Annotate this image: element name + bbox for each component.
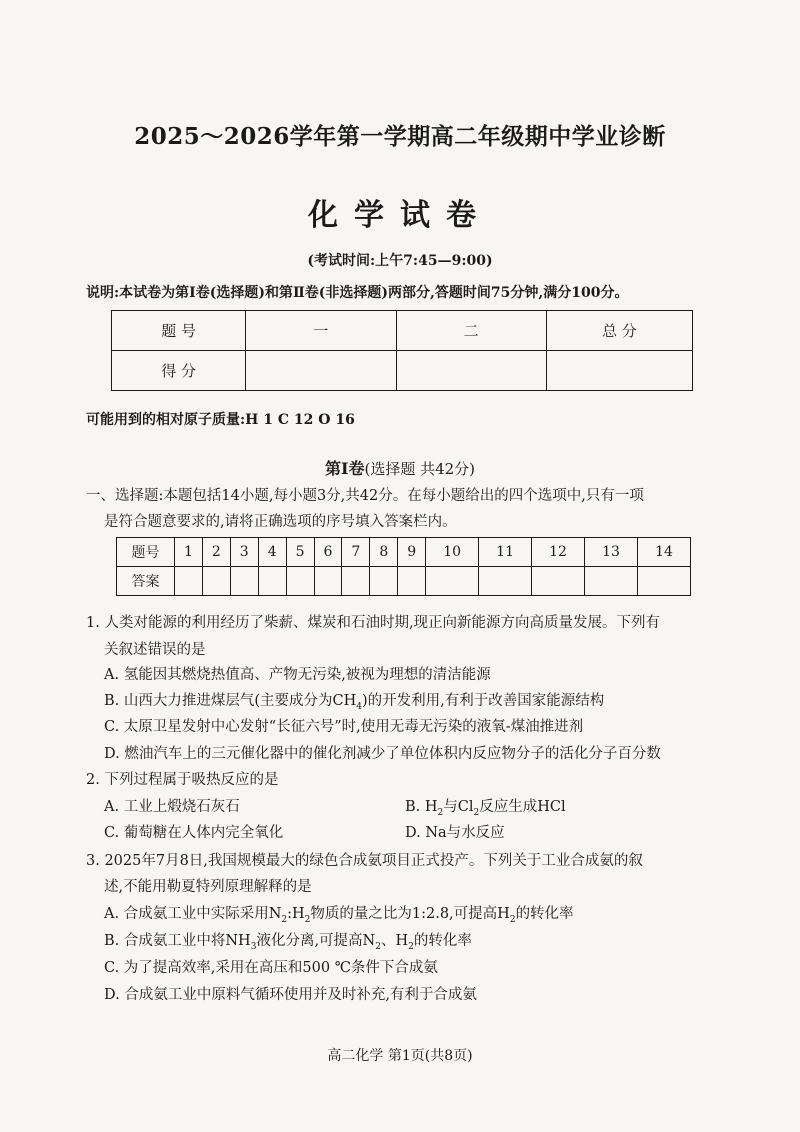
answer-cell-9[interactable]: [398, 567, 426, 596]
answer-cell-10[interactable]: [426, 567, 479, 596]
answer-number-8: 8: [370, 538, 398, 567]
q3-stem-line1: 3. 2025年7月8日,我国规模最大的绿色合成氨项目正式投产。下列关于工业合成氨的叙: [86, 853, 643, 869]
q3-option-a: A. 合成氨工业中实际采用$N_2:H_2$物质的量之比为1:2.8,可提高$H_2$的转化率: [104, 906, 574, 925]
answer-cell-5[interactable]: [286, 567, 314, 596]
section-title-rest: (选择题 共42分): [364, 460, 476, 478]
q3-stem-line2: 述,不能用勒夏特列原理解释的是: [104, 879, 312, 895]
q1-option-b: B. 山西大力推进煤层气(主要成分为$CH_4$)的开发利用,有利于改善国家能源结构: [104, 693, 605, 712]
q1-option-c: C. 太原卫星发射中心发射“长征六号”时,使用无毒无污染的液氧-煤油推进剂: [104, 719, 584, 735]
q3-option-d: D. 合成氨工业中原料气循环使用并及时补充,有利于合成氨: [104, 987, 477, 1003]
subject-title: 化学试卷: [308, 198, 492, 233]
q2-option-c: C. 葡萄糖在人体内完全氧化: [104, 825, 284, 841]
q1-option-d: D. 燃油汽车上的三元催化器中的催化剂减少了单位体积内反应物分子的活化分子百分数: [104, 746, 661, 762]
section-title-bold: 第Ⅰ卷: [324, 459, 365, 478]
q3-option-b: B. 合成氨工业中将$NH_3$液化分离,可提高$N_2$、$H_2$的转化率: [104, 933, 472, 952]
answer-number-6: 6: [314, 538, 342, 567]
score-header-label: 题 号: [112, 311, 246, 351]
q2-option-a: A. 工业上煅烧石灰石: [104, 799, 240, 815]
answer-cell-6[interactable]: [314, 567, 342, 596]
answer-number-1: 1: [175, 538, 203, 567]
score-cell-part2[interactable]: [396, 351, 546, 391]
score-header-part2: 二: [396, 311, 546, 351]
answer-number-2: 2: [202, 538, 230, 567]
answer-table: [116, 537, 691, 596]
q2-option-d: D. Na与水反应: [405, 825, 505, 841]
q3-option-c: C. 为了提高效率,采用在高压和500 ℃条件下合成氨: [104, 960, 438, 976]
answer-number-5: 5: [286, 538, 314, 567]
answer-cell-4[interactable]: [258, 567, 286, 596]
answer-row-label-answer: 答案: [117, 567, 175, 596]
q2-stem: 2. 下列过程属于吸热反应的是: [86, 772, 279, 788]
atomic-mass-note: 可能用到的相对原子质量:H 1 C 12 O 16: [86, 412, 355, 428]
section-instruction-line1: 一、选择题:本题包括14小题,每小题3分,共42分。在每小题给出的四个选项中,只有一项: [86, 488, 644, 504]
answer-cell-1[interactable]: [175, 567, 203, 596]
answer-number-11: 11: [479, 538, 532, 567]
answer-cell-3[interactable]: [230, 567, 258, 596]
answer-number-12: 12: [532, 538, 585, 567]
page-footer: 高二化学 第1页(共8页): [327, 1048, 473, 1064]
answer-number-7: 7: [342, 538, 370, 567]
score-header-total: 总 分: [546, 311, 692, 351]
answer-cell-2[interactable]: [202, 567, 230, 596]
q1-stem-line2: 关叙述错误的是: [104, 642, 206, 658]
score-cell-part1[interactable]: [246, 351, 396, 391]
q2-option-b: B. $H_2$与$Cl_2$反应生成HCl: [405, 799, 566, 818]
answer-cell-11[interactable]: [479, 567, 532, 596]
answer-number-3: 3: [230, 538, 258, 567]
section-instruction-line2: 是符合题意要求的,请将正确选项的序号填入答案栏内。: [104, 514, 457, 530]
score-table: [111, 310, 693, 391]
score-row-label: 得 分: [112, 351, 246, 391]
answer-number-10: 10: [426, 538, 479, 567]
exam-time: (考试时间:上午7:45—9:00): [307, 253, 493, 269]
score-header-part1: 一: [246, 311, 396, 351]
answer-cell-14[interactable]: [637, 567, 690, 596]
q1-option-a: A. 氢能因其燃烧热值高、产物无污染,被视为理想的清洁能源: [104, 667, 491, 683]
answer-cell-8[interactable]: [370, 567, 398, 596]
answer-number-14: 14: [637, 538, 690, 567]
answer-number-13: 13: [585, 538, 638, 567]
answer-cell-13[interactable]: [585, 567, 638, 596]
exam-main-title: 2025～2026学年第一学期高二年级期中学业诊断: [134, 123, 666, 150]
answer-cell-12[interactable]: [532, 567, 585, 596]
answer-number-4: 4: [258, 538, 286, 567]
q1-stem-line1: 1. 人类对能源的利用经历了柴薪、煤炭和石油时期,现正向新能源方向高质量发展。下列有: [86, 615, 661, 631]
answer-cell-7[interactable]: [342, 567, 370, 596]
answer-row-label-number: 题号: [117, 538, 175, 567]
answer-number-9: 9: [398, 538, 426, 567]
section-title: [0, 456, 800, 479]
score-cell-total[interactable]: [546, 351, 692, 391]
exam-instructions: 说明:本试卷为第Ⅰ卷(选择题)和第Ⅱ卷(非选择题)两部分,答题时间75分钟,满分100分。: [86, 285, 629, 301]
